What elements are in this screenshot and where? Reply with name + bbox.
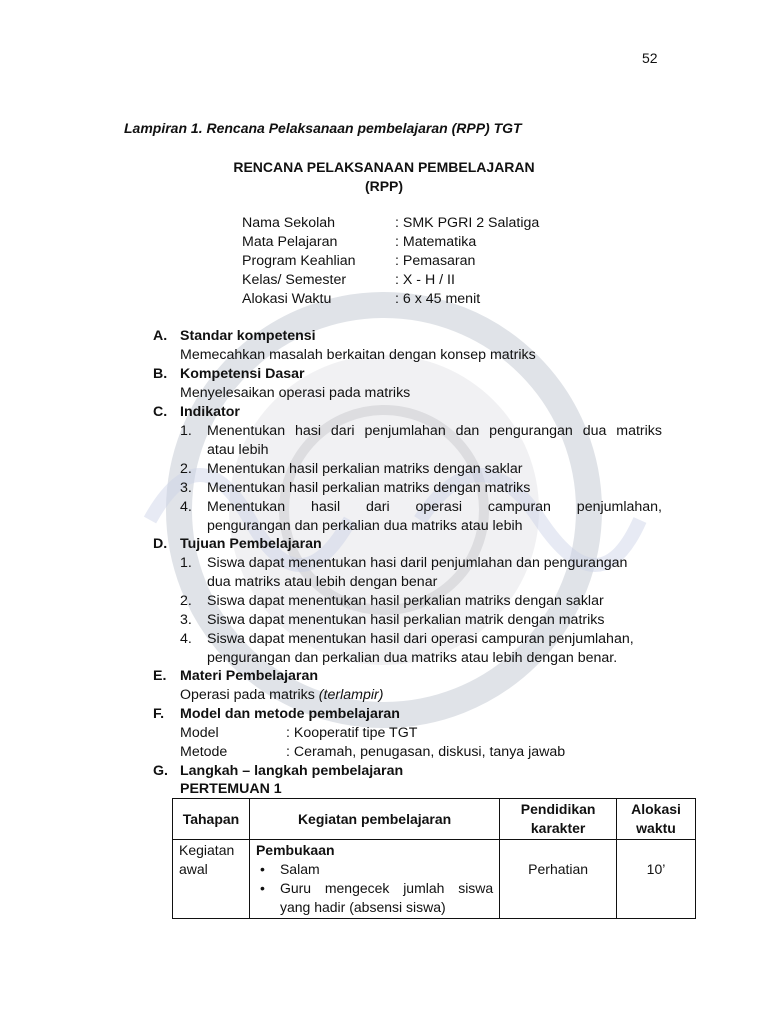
list-line: atau lebih xyxy=(207,442,269,458)
model-row xyxy=(0,724,768,743)
identity-value: : Pemasaran xyxy=(395,253,476,269)
activity-bullet: • Guru mengecek jumlah siswa yang hadir (absensi siswa) xyxy=(256,879,493,917)
list-number: 2. xyxy=(180,461,192,477)
list-item xyxy=(0,422,768,460)
section-title: Materi Pembelajaran xyxy=(180,668,318,684)
table-header: Tahapan xyxy=(173,799,250,840)
identity-label: Program Keahlian xyxy=(242,253,356,269)
section-e-text xyxy=(180,686,383,705)
section-letter: F. xyxy=(153,706,165,722)
activity-cell xyxy=(249,840,499,919)
list-item xyxy=(0,460,768,479)
list-line: Menentukan hasi dari penjumlahan dan pengurangan dua matriks xyxy=(207,423,662,439)
section-b-text: Menyelesaikan operasi pada matriks xyxy=(180,385,411,401)
list-line: Siswa dapat menentukan hasil perkalian matriks dengan saklar xyxy=(207,593,604,609)
section-letter: A. xyxy=(153,328,168,344)
objective-list xyxy=(0,554,768,668)
activity-title: Pembukaan xyxy=(255,842,335,858)
section-heading-d xyxy=(153,535,322,554)
list-number: 4. xyxy=(180,631,192,647)
list-line: dua matriks atau lebih dengan benar xyxy=(207,574,438,590)
table-header-row xyxy=(173,799,696,840)
list-number: 3. xyxy=(180,612,192,628)
list-item xyxy=(0,498,768,536)
table-header: Alokasi waktu xyxy=(617,799,696,840)
learning-steps-table xyxy=(172,798,696,919)
table-header: Pendidikan karakter xyxy=(500,799,617,840)
list-number: 2. xyxy=(180,593,192,609)
appendix-title: Lampiran 1. Rencana Pelaksanaan pembelajaran (RPP) TGT xyxy=(124,120,522,136)
list-line: pengurangan dan perkalian dua matriks atau lebih dengan benar. xyxy=(207,650,618,666)
section-letter: E. xyxy=(153,668,167,684)
section-title: Model dan metode pembelajaran xyxy=(180,706,400,722)
character-cell: Perhatian xyxy=(500,840,617,919)
document-title xyxy=(0,158,768,196)
section-letter: C. xyxy=(153,404,168,420)
method-label: Metode xyxy=(180,744,228,760)
material-note: (terlampir) xyxy=(318,687,384,703)
meeting-label: PERTEMUAN 1 xyxy=(180,781,282,797)
material-text: Operasi pada matriks xyxy=(180,687,315,703)
list-line: pengurangan dan perkalian dua matriks atau lebih xyxy=(207,518,523,534)
list-item xyxy=(0,479,768,498)
section-letter: B. xyxy=(153,366,168,382)
section-letter: D. xyxy=(153,536,168,552)
section-heading-e xyxy=(153,667,318,686)
identity-value: : Matematika xyxy=(395,234,477,250)
section-heading-a xyxy=(153,327,316,346)
identity-label: Nama Sekolah xyxy=(242,215,336,231)
identity-label: Alokasi Waktu xyxy=(242,291,332,307)
section-title: Kompetensi Dasar xyxy=(180,366,305,382)
document-title-line: RENCANA PELAKSANAAN PEMBELAJARAN xyxy=(233,159,535,175)
list-line: Menentukan hasil perkalian matriks dengan matriks xyxy=(207,480,531,496)
document-title-line: (RPP) xyxy=(364,178,404,194)
list-number: 1. xyxy=(180,423,192,439)
method-value: : Ceramah, penugasan, diskusi, tanya jawab xyxy=(286,744,566,760)
identity-label: Kelas/ Semester xyxy=(242,272,347,288)
list-line: Siswa dapat menentukan hasil dari operasi campuran penjumlahan, xyxy=(207,631,634,647)
list-number: 4. xyxy=(180,499,192,515)
identity-value: : X - H / II xyxy=(395,272,455,288)
section-letter: G. xyxy=(153,763,168,779)
list-item xyxy=(0,554,768,592)
identity-value: : 6 x 45 menit xyxy=(395,291,481,307)
list-number: 3. xyxy=(180,480,192,496)
list-item xyxy=(0,611,768,630)
section-heading-c xyxy=(153,403,240,422)
method-row xyxy=(0,743,768,762)
model-value: : Kooperatif tipe TGT xyxy=(286,725,418,741)
table-row xyxy=(173,840,696,919)
section-title: Tujuan Pembelajaran xyxy=(180,536,322,552)
list-number: 1. xyxy=(180,555,192,571)
stage-cell: Kegiatan awal xyxy=(173,840,250,919)
time-cell: 10’ xyxy=(617,840,696,919)
identity-label: Mata Pelajaran xyxy=(242,234,338,250)
list-line: Menentukan hasil perkalian matriks dengan saklar xyxy=(207,461,523,477)
identity-value: : SMK PGRI 2 Salatiga xyxy=(395,215,540,231)
section-title: Langkah – langkah pembelajaran xyxy=(180,763,404,779)
table-header: Kegiatan pembelajaran xyxy=(249,799,499,840)
section-title: Standar kompetensi xyxy=(180,328,316,344)
list-item xyxy=(0,630,768,668)
section-heading-f xyxy=(153,705,400,724)
section-heading-b xyxy=(153,365,305,384)
activity-bullet: • Salam xyxy=(256,860,493,879)
section-heading-g xyxy=(153,762,403,781)
section-a-text: Memecahkan masalah berkaitan dengan konsep matriks xyxy=(180,347,536,363)
list-line: Siswa dapat menentukan hasil perkalian matrik dengan matriks xyxy=(207,612,605,628)
indicator-list xyxy=(0,422,768,536)
section-title: Indikator xyxy=(180,404,240,420)
list-line: Siswa dapat menentukan hasi daril penjumlahan dan pengurangan xyxy=(207,555,628,571)
model-label: Model xyxy=(180,725,219,741)
list-item xyxy=(0,592,768,611)
page-number: 52 xyxy=(642,50,658,66)
list-line: Menentukan hasil dari operasi campuran penjumlahan, xyxy=(207,499,662,515)
